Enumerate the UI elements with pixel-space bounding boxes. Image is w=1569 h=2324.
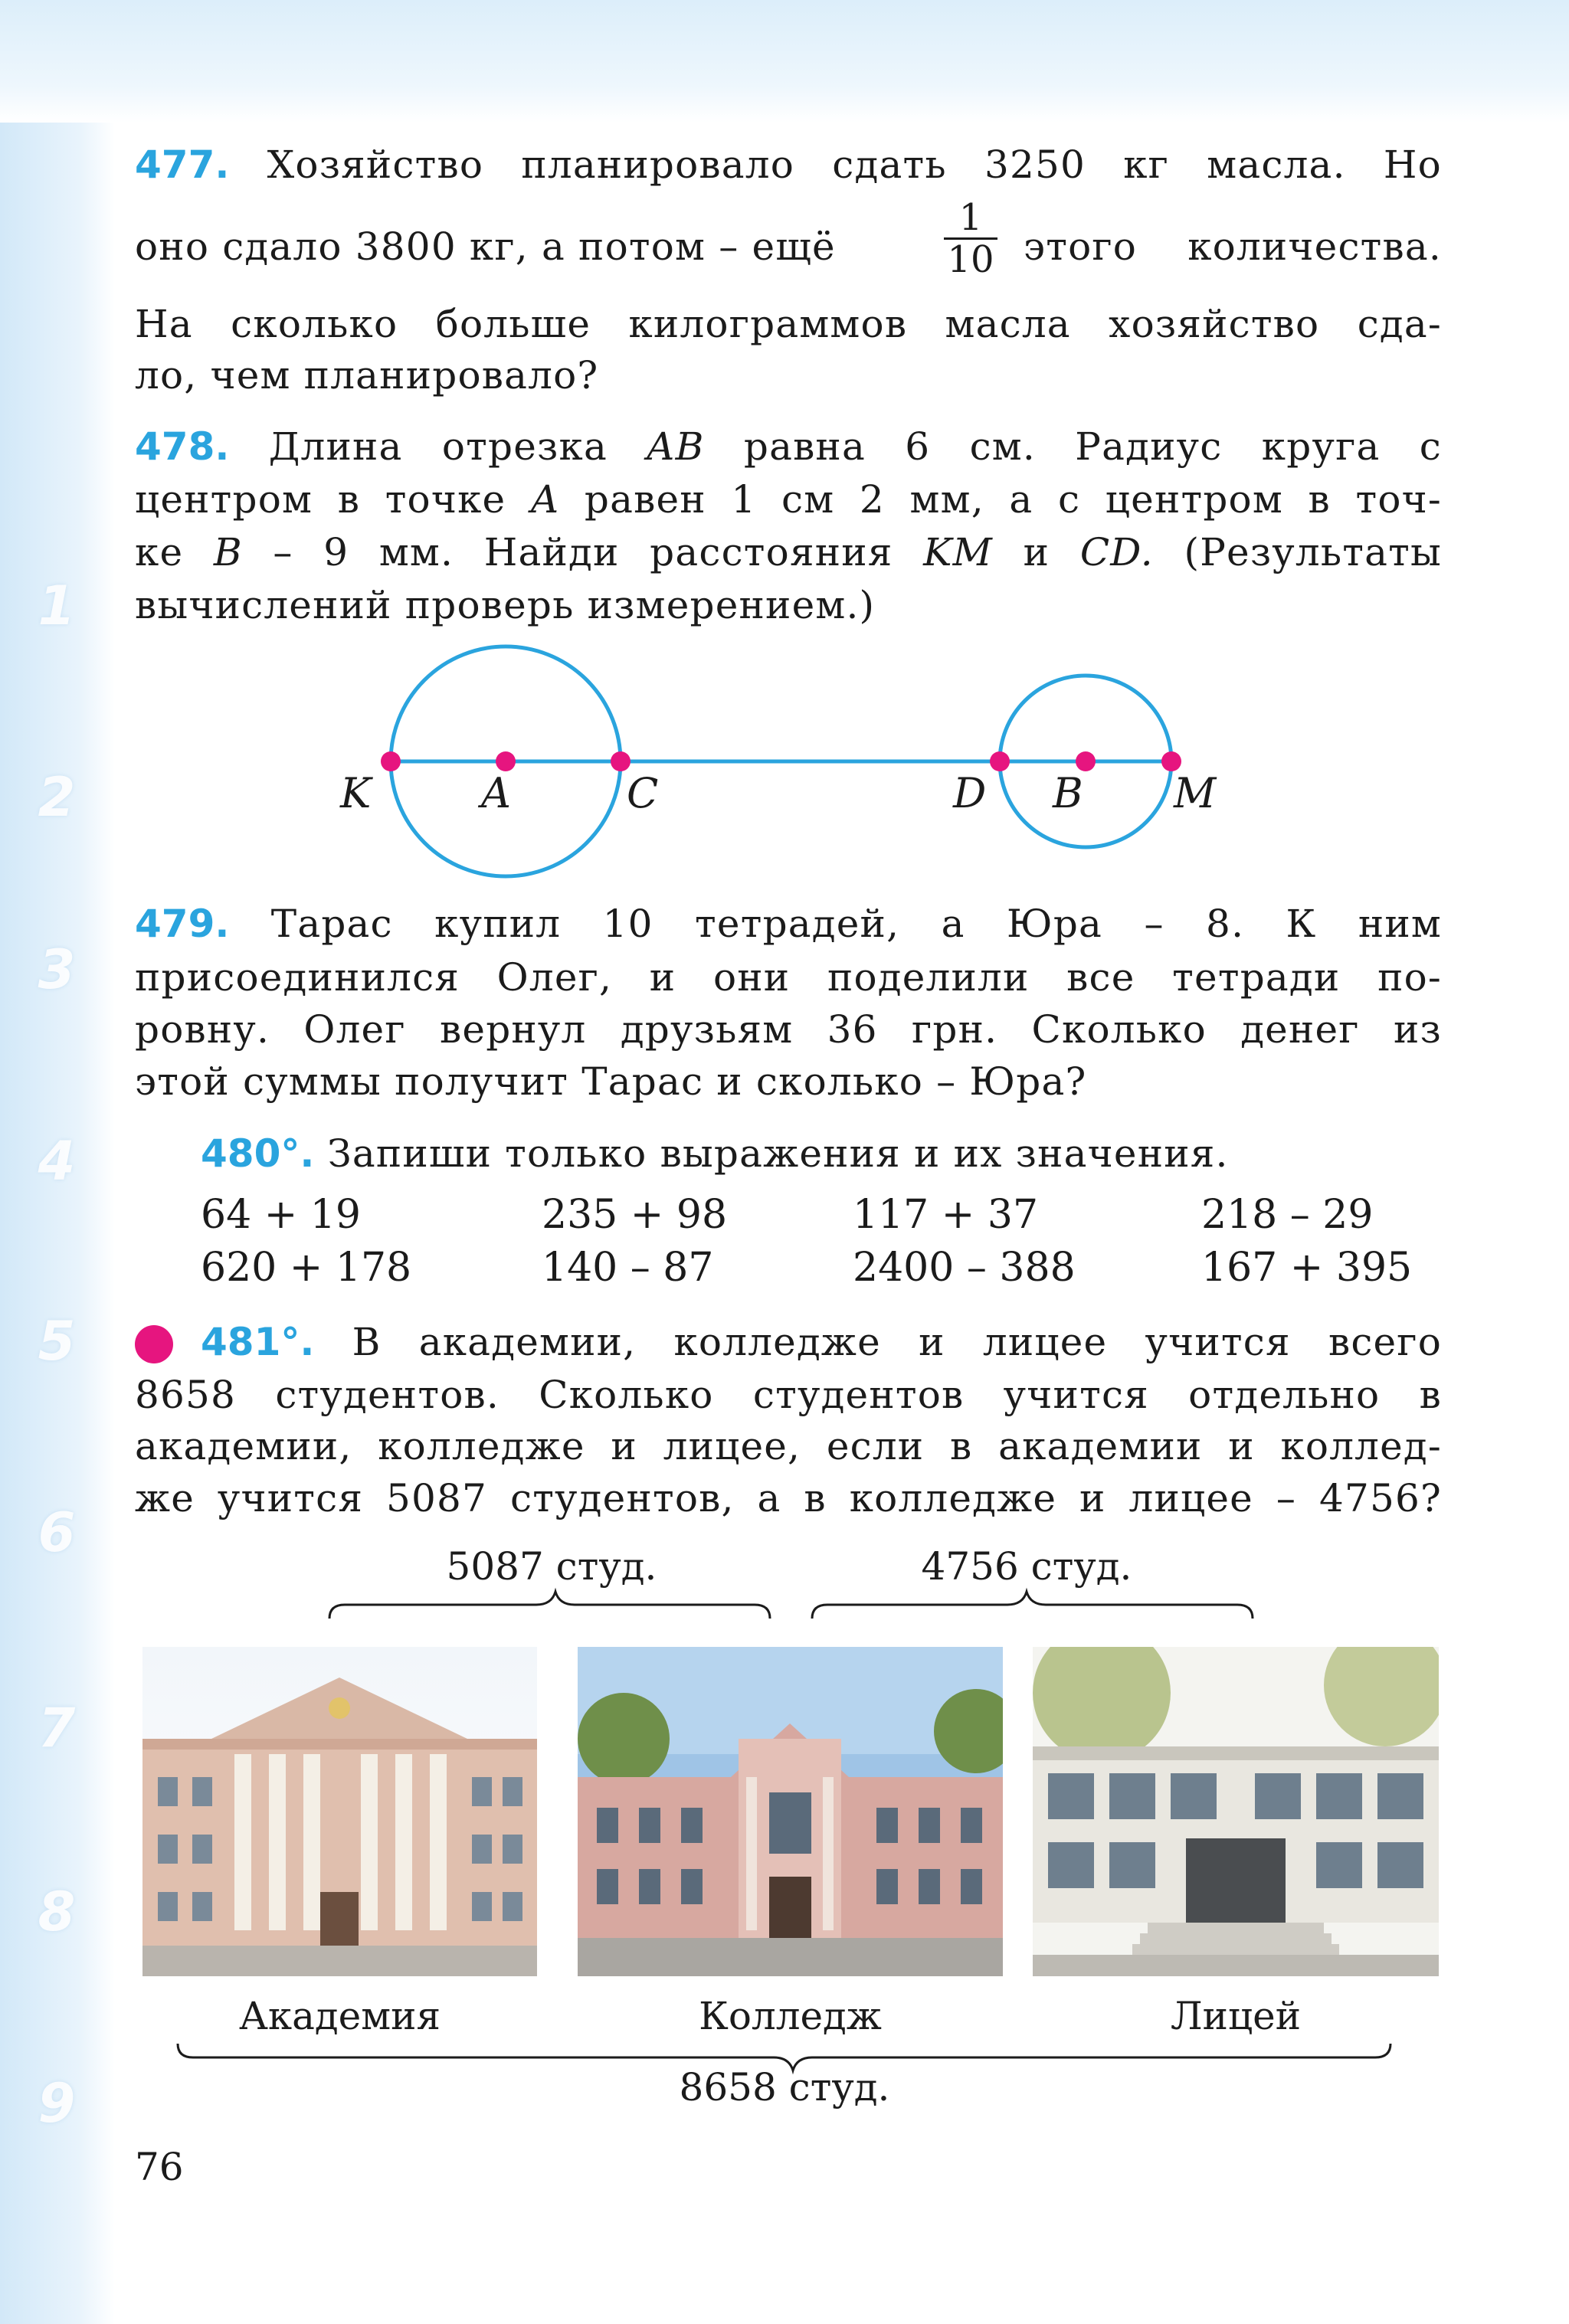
label-c: C [627,769,659,817]
problem-478-line-1: 478. Длина отрезка AB равна 6 см. Радиус круга с [135,424,1442,469]
problem-480-line-1: 480°. Запиши только выражения и их значения. [201,1131,1229,1176]
side-number: 9 [38,2072,76,2135]
problem-481-line-1: 481°. В академии, колледже и лицее учится всего [201,1320,1443,1364]
college-photo [578,1647,1003,1976]
caption-academy: Академия [238,1994,441,2038]
expression: 235 + 98 [542,1192,728,1238]
problem-478-line-2: центром в точке A равен 1 см 2 мм, а с центром в точ- [135,477,1443,522]
expression: 620 + 178 [201,1245,412,1291]
expression: 64 + 19 [201,1192,361,1238]
problem-479-line-2: присоединился Олег, и они поделили все тетради по- [135,955,1442,1000]
problem-477-line-2a: оно сдало 3800 кг, а потом – ещё [135,224,836,269]
page-number: 76 [135,2145,184,2189]
academy-photo [142,1647,537,1976]
expression: 140 – 87 [542,1245,714,1291]
expression: 117 + 37 [853,1192,1039,1238]
brace-label-academy-college: 5087 студ. [446,1544,657,1589]
problem-number: 481°. [201,1320,315,1364]
problem-481-line-3: академии, колледже и лицее, если в академии и коллед- [135,1424,1442,1468]
label-b: B [1053,769,1083,817]
problem-number: 478. [135,424,230,469]
side-number: 3 [38,938,76,1001]
side-number: 4 [38,1130,76,1193]
problem-number: 477. [135,142,230,187]
label-m: M [1174,769,1217,817]
problem-477-line-2b: этого количества. [1024,224,1442,269]
problem-479-line-1: 479. Тарас купил 10 тетрадей, а Юра – 8. К ним [135,902,1442,946]
side-number: 7 [38,1697,76,1759]
brace-label-college-lyceum: 4756 студ. [921,1544,1132,1589]
side-number: 2 [38,766,76,829]
problem-479-line-3: ровну. Олег вернул друзьям 36 грн. Сколько денег из [135,1007,1442,1052]
problem-479-line-4: этой суммы получит Тарас и сколько – Юра? [135,1059,1087,1104]
caption-total: 8658 студ. [679,2065,890,2110]
problem-478-line-3: ке B – 9 мм. Найди расстояния KM и CD. (Результаты [135,530,1443,574]
side-number: 8 [38,1880,76,1943]
expression: 167 + 395 [1201,1245,1413,1291]
side-number: 1 [38,574,76,637]
fraction-denominator: 10 [944,237,997,280]
label-a: A [481,769,511,817]
problem-number: 479. [135,902,230,946]
top-brace-right [812,1592,1253,1619]
problem-477-line-3: На сколько больше килограммов масла хозяйство сда- [135,302,1442,346]
top-brace-left [329,1592,770,1619]
problem-481-line-2: 8658 студентов. Сколько студентов учится отдельно в [135,1373,1442,1417]
problem-477-line-4: ло, чем планировало? [135,353,599,398]
fraction-numerator: 1 [958,196,983,239]
label-k: K [340,769,372,817]
expression: 218 – 29 [1201,1192,1374,1238]
caption-lyceum: Лицей [1170,1994,1302,2038]
side-number: 5 [38,1310,76,1373]
expression: 2400 – 388 [853,1245,1076,1291]
lyceum-photo [1033,1647,1439,1976]
label-d: D [953,769,987,817]
problem-481-line-4: же учится 5087 студентов, а в колледже и лицее – 4756? [135,1476,1442,1520]
side-number: 6 [38,1501,76,1564]
problem-478-line-4: вычислений проверь измерением.) [135,583,876,627]
problem-number: 480°. [201,1131,315,1176]
caption-college: Колледж [699,1994,882,2038]
problem-477-line-1: 477. Хозяйство планировало сдать 3250 кг масла. Но [135,142,1442,187]
